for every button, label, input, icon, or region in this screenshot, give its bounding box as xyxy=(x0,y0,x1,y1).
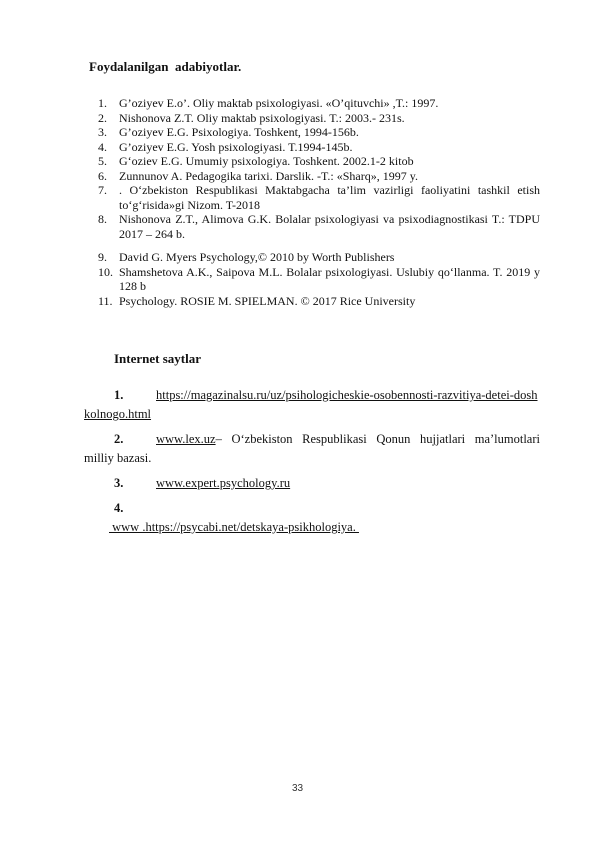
reference-number: 9. xyxy=(98,250,107,264)
reference-number: 2. xyxy=(98,110,107,125)
site-link[interactable]: www .https://psycabi.net/detskaya-psikhologiya. xyxy=(109,520,359,534)
reference-text: G‘oziev E.G. Umumiy psixologiya. Toshkent. 2002.1-2 kitob xyxy=(119,154,414,168)
reference-number: 3. xyxy=(98,125,107,139)
reference-text: G’oziyev E.o’. Oliy maktab psixologiyasi. «O’qituvchi» ,T.: 1997. xyxy=(119,96,439,110)
reference-number: 8. xyxy=(98,212,107,226)
reference-item xyxy=(98,140,540,155)
reference-item xyxy=(98,96,540,111)
reference-item xyxy=(98,154,540,169)
site-link[interactable]: www.expert.psychology.ru xyxy=(156,476,291,490)
site-link[interactable]: www.lex.uz xyxy=(156,432,216,446)
reference-item xyxy=(98,111,540,126)
reference-number: 4. xyxy=(98,139,107,154)
reference-number: 5. xyxy=(98,154,107,168)
reference-item xyxy=(98,265,540,294)
reference-text: Shamshetova A.K., Saipova M.L. Bolalar psixologiyasi. Uslubiy qo‘llanma. T. 2019 y 128 b xyxy=(119,264,540,293)
site-description: – O‘zbekiston Respublikasi Qonun hujjatlari ma’lumotlari milliy bazasi. xyxy=(84,432,540,465)
reference-text: Psychology. ROSIE M. SPIELMAN. © 2017 Rice University xyxy=(119,293,416,308)
site-link[interactable]: https://magazinalsu.ru/uz/psihologicheskie-osobennosti-razvitiya-detei-doshkolnogo.html xyxy=(84,388,538,421)
reference-text: Nishonova Z.T., Alimova G.K. Bolalar psixologiyasi va psixodiagnostikasi T.: TDPU 2017 – 264 b. xyxy=(119,212,540,241)
reference-number: 7. xyxy=(98,183,107,197)
reference-text: . O‘zbekiston Respublikasi Maktabgacha ta’lim vazirligi faoliyatini tashkil etish to‘g‘risida»gi Nizom. T-2018 xyxy=(119,183,540,212)
reference-number: 11. xyxy=(98,293,113,308)
reference-number: 6. xyxy=(98,168,107,183)
internet-site-item xyxy=(84,430,540,468)
internet-site-item xyxy=(84,499,540,556)
internet-sites-list xyxy=(84,386,540,562)
reference-item xyxy=(98,169,540,184)
references-list xyxy=(98,96,540,308)
internet-sites-heading: Internet saytlar xyxy=(114,351,202,366)
reference-text: Zunnunov A. Pedagogika tarixi. Darslik. -T.: «Sharq», 1997 y. xyxy=(119,168,418,183)
reference-text: G’oziyev E.G. Psixologiya. Toshkent, 1994-156b. xyxy=(119,125,359,139)
reference-text: Nishonova Z.T. Oliy maktab psixologiyasi. T.: 2003.- 231s. xyxy=(119,110,405,125)
site-number: 2. xyxy=(114,432,124,446)
references-heading: Foydalanilgan adabiyotlar. xyxy=(89,59,242,74)
site-number: 1. xyxy=(114,388,124,402)
reference-text: G’oziyev E.G. Yosh psixologiyasi. T.1994-145b. xyxy=(119,139,353,154)
site-number: 4. xyxy=(114,501,124,515)
site-number: 3. xyxy=(114,476,124,490)
reference-item xyxy=(98,212,540,241)
internet-site-item xyxy=(84,474,540,493)
reference-text: David G. Myers Psychology,© 2010 by Worth Publishers xyxy=(119,250,395,264)
reference-item xyxy=(98,294,540,309)
reference-item xyxy=(98,250,540,265)
reference-number: 10. xyxy=(98,264,113,279)
internet-site-item xyxy=(84,386,540,424)
reference-item xyxy=(98,183,540,212)
reference-number: 1. xyxy=(98,96,107,110)
reference-item xyxy=(98,125,540,140)
page-number: 33 xyxy=(291,783,304,794)
